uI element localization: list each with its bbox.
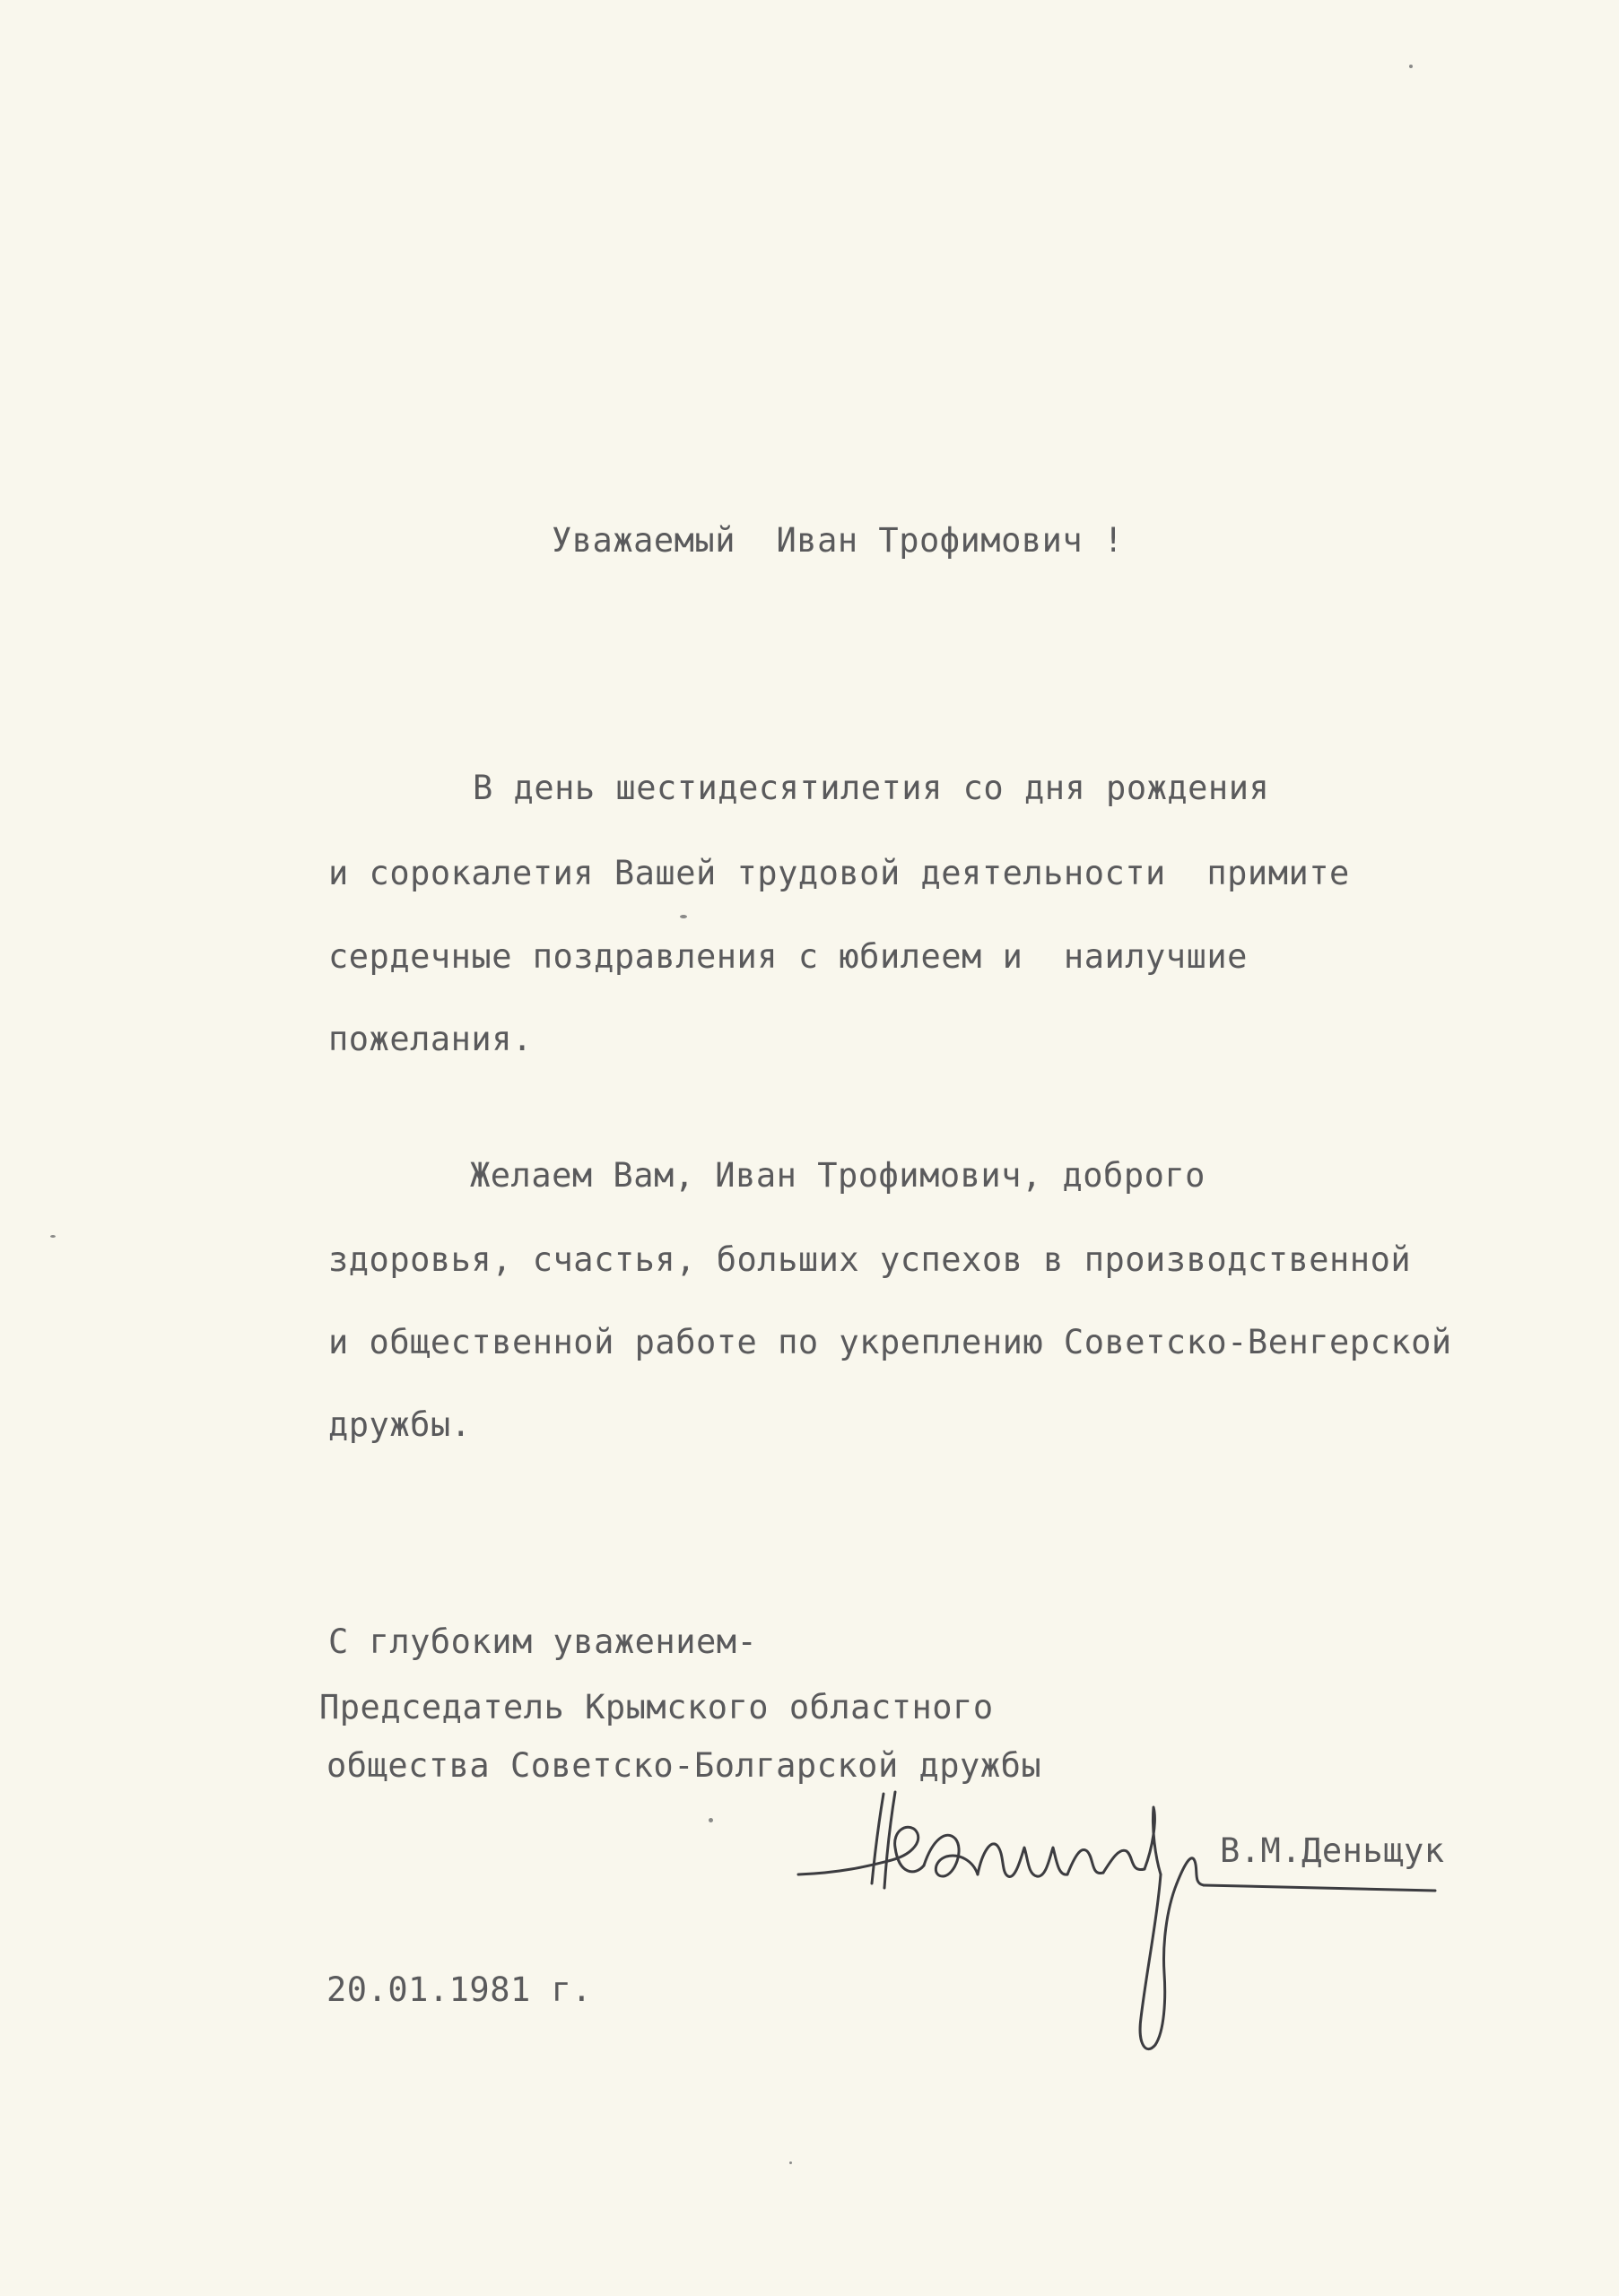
paragraph-1-line-4: пожелания.: [328, 1020, 533, 1058]
salutation: Уважаемый Иван Трофимович !: [552, 521, 1124, 560]
signer-name: В.М.Деньщук: [1220, 1831, 1445, 1870]
paragraph-1-line-2: и сорокалетия Вашей трудовой деятельности примите: [328, 854, 1350, 892]
letter-date: 20.01.1981 г.: [326, 1970, 593, 2009]
handwritten-signature: [789, 1776, 1444, 2063]
closing-line-2: Председатель Крымского областного: [319, 1688, 994, 1726]
paper-speck: [789, 2161, 792, 2164]
paragraph-1-line-3: сердечные поздравления с юбилеем и наилучшие: [328, 937, 1248, 976]
paragraph-2-line-4: дружбы.: [328, 1405, 472, 1444]
closing-line-3: общества Советско-Болгарской дружбы: [326, 1746, 1042, 1785]
paragraph-1-line-1: В день шестидесятилетия со дня рождения: [473, 769, 1270, 807]
paragraph-2-line-2: здоровья, счастья, больших успехов в производственной: [328, 1240, 1412, 1279]
paragraph-2-line-1: Желаем Вам, Иван Трофимович, доброго: [470, 1156, 1206, 1195]
paragraph-2-line-3: и общественной работе по укреплению Советско-Венгерской: [328, 1323, 1452, 1361]
paper-speck: [50, 1235, 56, 1238]
closing-line-1: С глубоким уважением-: [328, 1622, 758, 1661]
paper-speck: [680, 915, 687, 918]
paper-speck: [709, 1818, 713, 1822]
paper-speck: [1409, 65, 1413, 68]
